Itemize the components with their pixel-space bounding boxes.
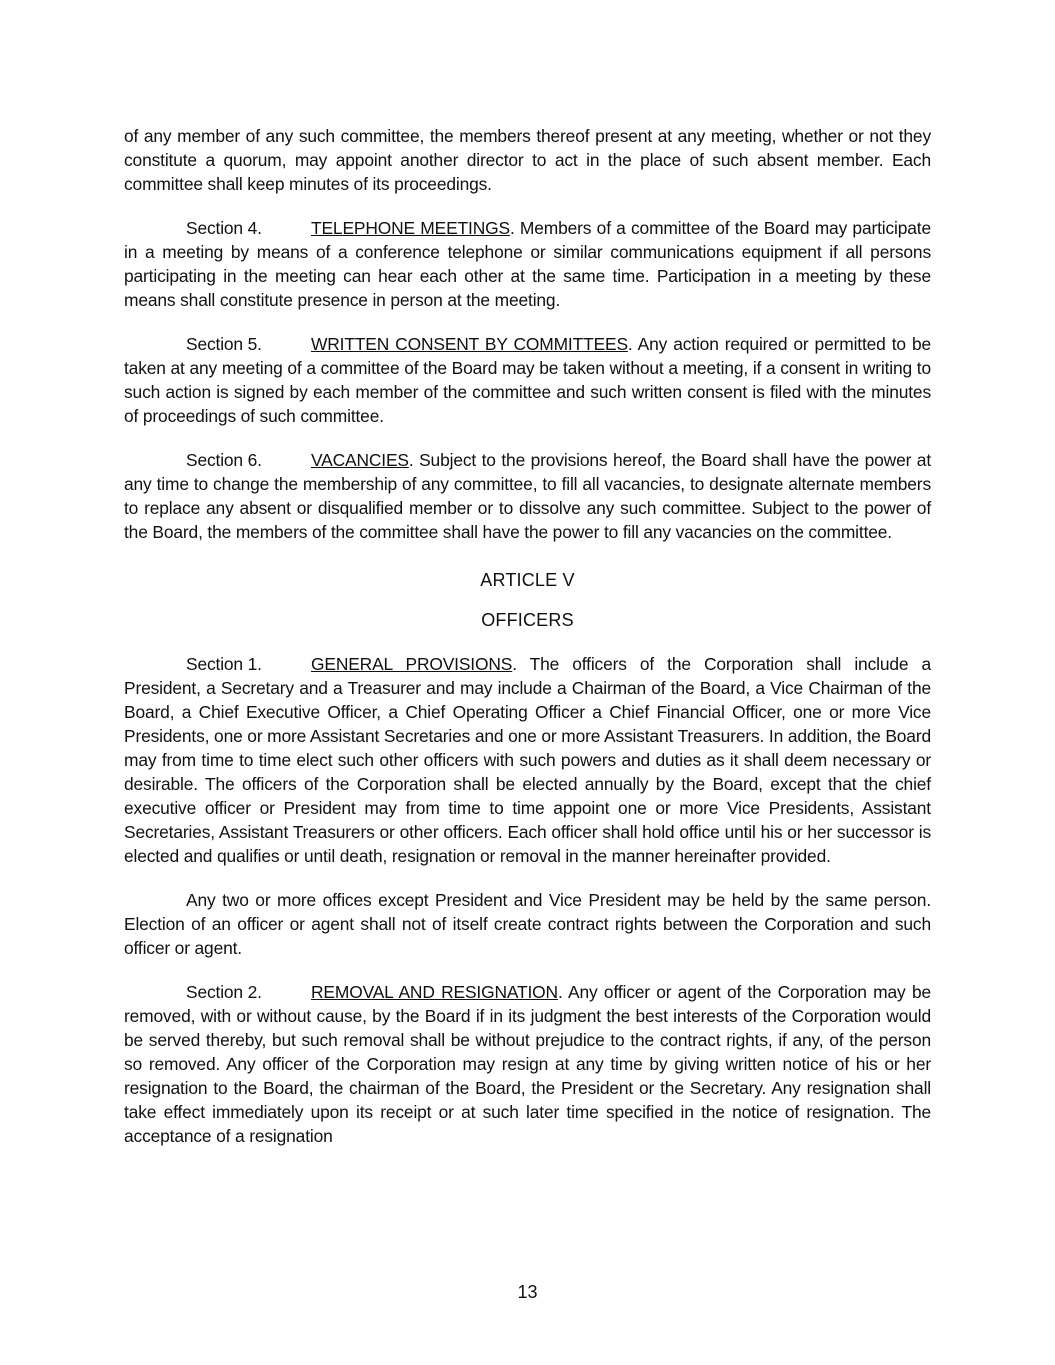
section-6-paragraph bbox=[124, 448, 931, 544]
section-number: Section 2. bbox=[186, 982, 262, 1002]
section-text: . The officers of the Corporation shall include a President, a Secretary and a Treasurer and may include a Chairman of the Board, a Vice Chairman of the Board, a Chief Executive Officer, a Chief Operating Officer a Chief Financial Officer, one or more Vice Presidents, one or more Assistant Secretaries and one or more Assistant Treasurers. In addition, the Board may from time to time elect such other officers with such powers and duties as it shall deem necessary or desirable. The officers of the Corporation shall be elected annually by the Board, except that the chief executive officer or President may from time to time appoint one or more Vice Presidents, Assistant Secretaries, Assistant Treasurers or other officers. Each officer shall hold office until his or her successor is elected and qualifies or until death, resignation or removal in the manner hereinafter provided. bbox=[124, 654, 931, 866]
section-title: GENERAL PROVISIONS bbox=[311, 654, 513, 674]
section-4-paragraph bbox=[124, 216, 931, 312]
article-title: OFFICERS bbox=[481, 610, 574, 630]
article-section-1-paragraph bbox=[124, 652, 931, 868]
section-title: VACANCIES bbox=[311, 450, 409, 470]
article-section-2-paragraph bbox=[124, 980, 931, 1148]
section-title: REMOVAL AND RESIGNATION bbox=[311, 982, 558, 1002]
intro-paragraph: of any member of any such committee, the members thereof present at any meeting, whether or not they constitute a quorum, may appoint another director to act in the place of such absent member. Each committee shall keep minutes of its proceedings. bbox=[124, 126, 931, 194]
section-number: Section 1. bbox=[186, 654, 262, 674]
section-text: . Subject to the provisions hereof, the Board shall have the power at any time to change the membership of any committee, to fill all vacancies, to designate alternate members to replace any absent or disqualified member or to dissolve any such committee. Subject to the power of the Board, the members of the committee shall have the power to fill any vacancies on the committee. bbox=[124, 450, 931, 542]
section-title: TELEPHONE MEETINGS bbox=[311, 218, 510, 238]
section-text: . Any action required or permitted to be taken at any meeting of a committee of the Board may be taken without a meeting, if a consent in writing to such action is signed by each member of the committee and such written consent is filed with the minutes of proceedings of such committee. bbox=[124, 334, 931, 426]
section-text: . Any officer or agent of the Corporation may be removed, with or without cause, by the Board if in its judgment the best interests of the Corporation would be served thereby, but such removal shall be without prejudice to the contract rights, if any, of the person so removed. Any officer of the Corporation may resign at any time by giving written notice of his or her resignation to the Board, the chairman of the Board, the President or the Secretary. Any resignation shall take effect immediately upon its receipt or at such later time specified in the notice of resignation. The acceptance of a resignation bbox=[124, 982, 931, 1146]
section-number: Section 6. bbox=[186, 450, 262, 470]
document-body bbox=[124, 124, 931, 1148]
section-title: WRITTEN CONSENT BY COMMITTEES bbox=[311, 334, 628, 354]
section-text: . Members of a committee of the Board may participate in a meeting by means of a conference telephone or similar communications equipment if all persons participating in the meeting can hear each other at the same time. Participation in a meeting by these means shall constitute presence in person at the meeting. bbox=[124, 218, 932, 310]
article-section-1-continued: Any two or more offices except President and Vice President may be held by the same person. Election of an officer or agent shall not of itself create contract rights between the Corporation and such officer or agent. bbox=[124, 890, 931, 958]
page-number: 13 bbox=[517, 1282, 538, 1302]
section-number: Section 4. bbox=[186, 218, 262, 238]
article-heading: ARTICLE V bbox=[480, 570, 575, 590]
section-number: Section 5. bbox=[186, 334, 262, 354]
section-5-paragraph bbox=[124, 332, 931, 428]
